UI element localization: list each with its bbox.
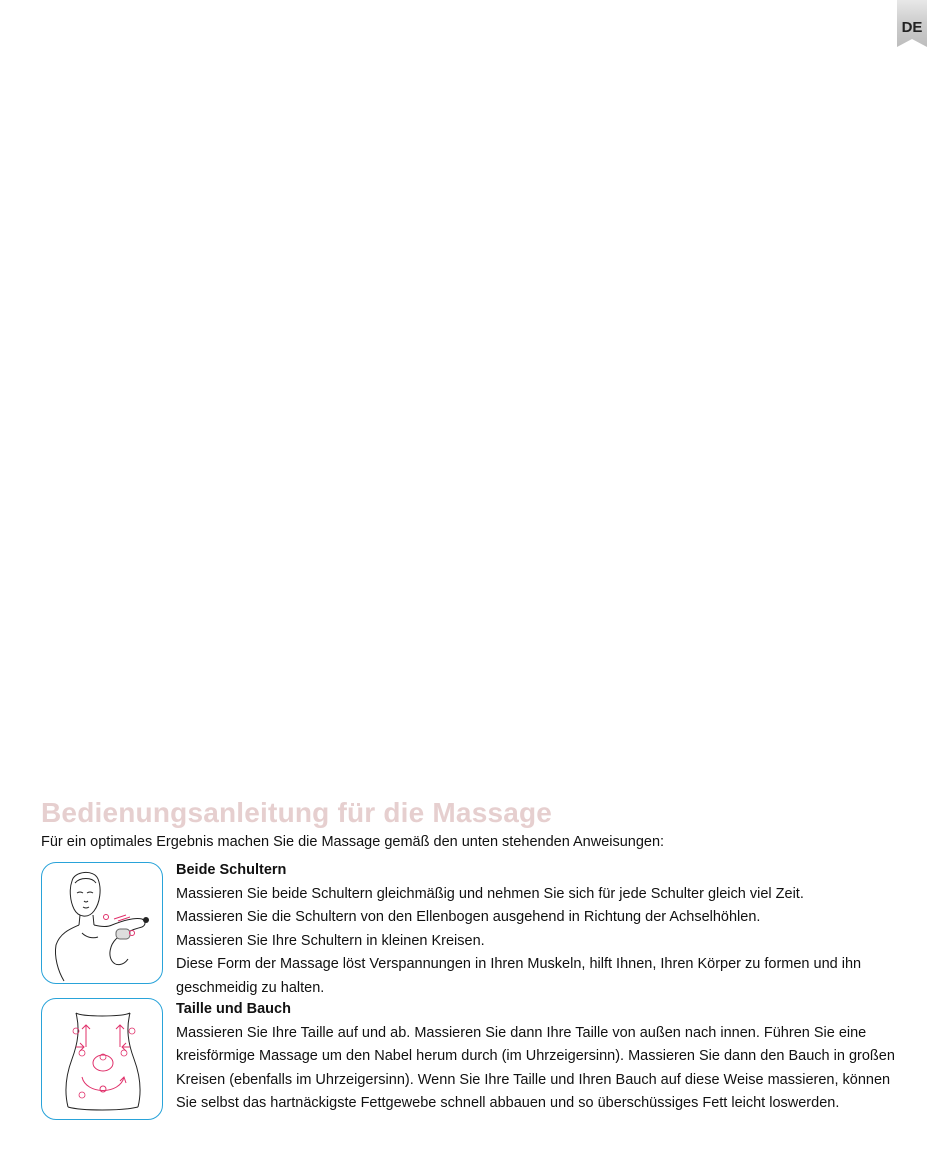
section-line: Kreisen (ebenfalls im Uhrzeigersinn). Wenn Sie Ihre Taille und Ihren Bauch auf diese Weise massieren, können <box>176 1071 891 1088</box>
section-heading: Beide Schultern <box>176 862 287 878</box>
section-shoulders <box>176 859 906 1000</box>
language-tab <box>897 0 927 47</box>
section-heading: Taille und Bauch <box>176 1001 291 1017</box>
waist-belly-massage-illustration <box>41 998 163 1120</box>
section-line: geschmeidig zu halten. <box>176 979 325 996</box>
section-line: Massieren Sie Ihre Taille auf und ab. Massieren Sie dann Ihre Taille von außen nach innen. Führen Sie eine <box>176 1024 867 1041</box>
language-code: DE <box>901 19 923 36</box>
section-line: Diese Form der Massage löst Verspannungen in Ihren Muskeln, hilft Ihnen, Ihren Körper zu formen und ihn <box>176 956 862 972</box>
section-line: Massieren Sie Ihre Schultern in kleinen Kreisen. <box>176 932 485 949</box>
section-line: Sie selbst das hartnäckigste Fettgewebe schnell abbauen und so überschüssiges Fett leicht loswerden. <box>176 1095 840 1111</box>
section-line: Massieren Sie beide Schultern gleichmäßig und nehmen Sie sich für jede Schulter gleich viel Zeit. <box>176 885 804 902</box>
torso-belly-icon <box>42 999 163 1120</box>
section-line: kreisförmige Massage um den Nabel herum durch (im Uhrzeigersinn). Massieren Sie dann den Bauch in großen <box>176 1048 895 1064</box>
intro-text: Für ein optimales Ergebnis machen Sie die Massage gemäß den unten stehenden Anweisungen: <box>41 834 665 850</box>
shoulder-massage-illustration <box>41 862 163 984</box>
section-line: Massieren Sie die Schultern von den Ellenbogen ausgehend in Richtung der Achselhöhlen. <box>176 909 761 925</box>
section-waist-belly <box>176 998 906 1116</box>
woman-shoulder-icon <box>42 863 163 984</box>
page-title: Bedienungsanleitung für die Massage <box>41 797 553 828</box>
